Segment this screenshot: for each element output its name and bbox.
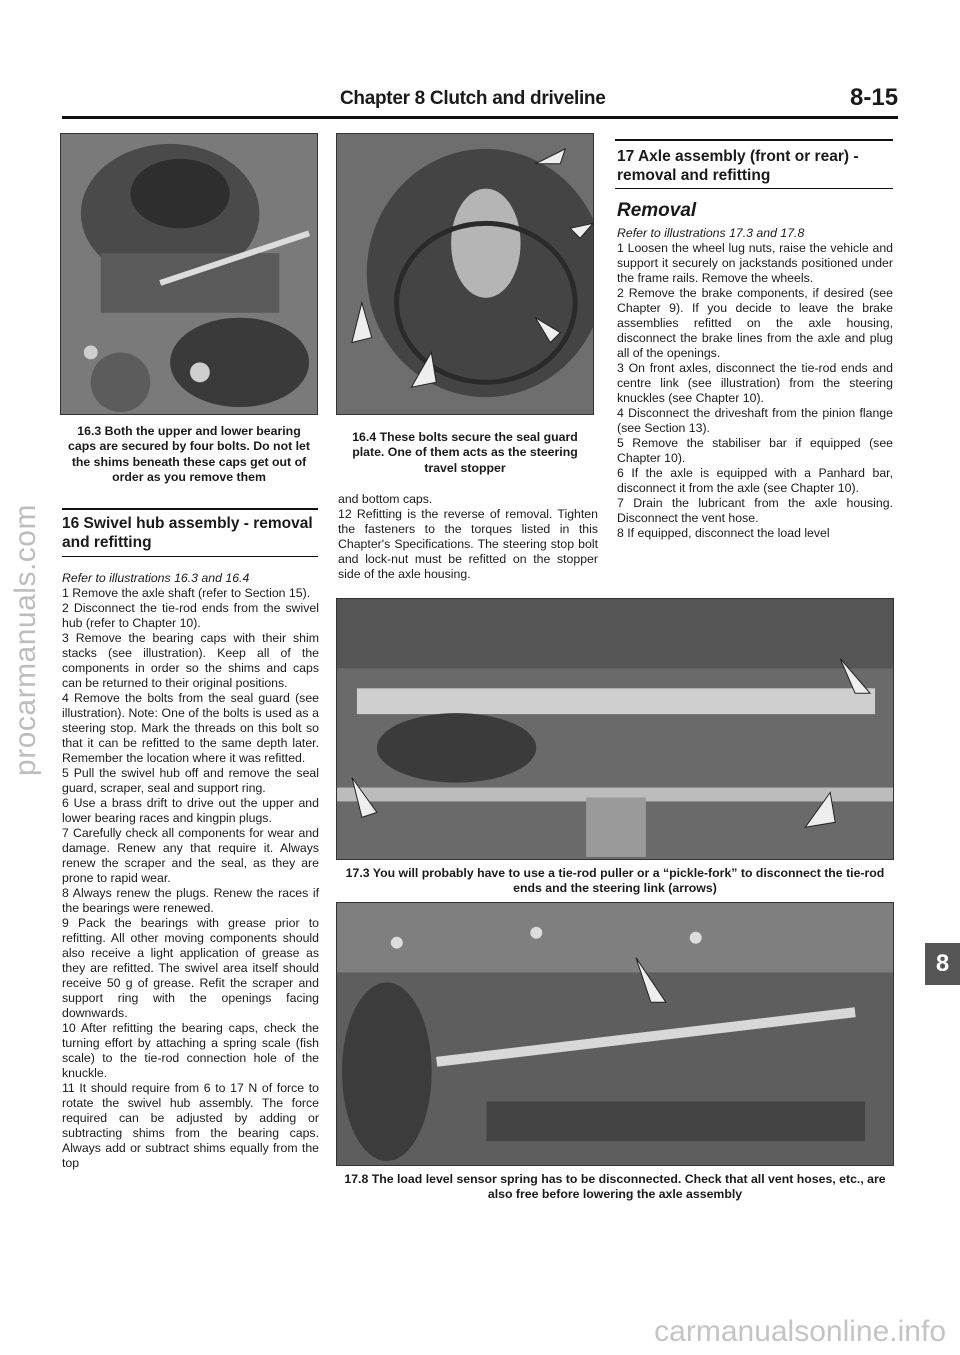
section16-step: 11 It should require from 6 to 17 N of force to rotate the swivel hub assembly. The force required can be adjusted by adding or subtracting shims from the bearing caps. Always add or subtract shims equally from the top: [62, 1081, 319, 1170]
section16-step: 3 Remove the bearing caps with their shim stacks (see illustration). Keep all of the components in order so the shims and caps can be returned to their original positions.: [62, 631, 319, 690]
section16-rule-bottom: [62, 556, 318, 557]
section16-continued-line: 12 Refitting is the reverse of removal. Tighten the fasteners to the torques listed in this Chapter's Specifications. The steering stop bolt and lock-nut must be refitted on the stopper side of the axle housing.: [338, 507, 598, 581]
section16-body: [62, 571, 319, 1171]
caption-16-3: 16.3 Both the upper and lower bearing caps are secured by four bolts. Do not let the shims beneath these caps get out of order as you remove them: [68, 424, 310, 485]
caption-17-3: 17.3 You will probably have to use a tie-rod puller or a “pickle-fork” to disconnect the tie-rod ends and the steering link (arrows): [345, 866, 885, 896]
section16-step: 8 Always renew the plugs. Renew the races if the bearings were renewed.: [62, 886, 319, 915]
section16-step: 4 Remove the bolts from the seal guard (see illustration). Note: One of the bolts is used as a steering stop. Mark the threads on this bolt so that it can be refitted to the same depth later. Remember the location where it was refitted.: [62, 691, 319, 765]
chapter-tab: 8: [925, 943, 960, 985]
side-watermark-text: procarmanuals.com: [9, 504, 42, 776]
photo-16-3: [60, 133, 318, 415]
section17-step: 5 Remove the stabiliser bar if equipped (see Chapter 10).: [617, 436, 893, 465]
section17-body: [617, 226, 893, 541]
section16-step: 10 After refitting the bearing caps, check the turning effort by attaching a spring scale (fish scale) to the tie-rod connection hole of the knuckle.: [62, 1021, 319, 1080]
header-rule: [62, 116, 898, 119]
section17-refer: Refer to illustrations 17.3 and 17.8: [617, 226, 805, 240]
chapter-title: Chapter 8 Clutch and driveline: [340, 88, 606, 109]
section17-step: 8 If equipped, disconnect the load level: [617, 526, 830, 540]
section16-refer: Refer to illustrations 16.3 and 16.4: [62, 571, 250, 585]
section16-heading: 16 Swivel hub assembly - removal and refitting: [62, 515, 313, 552]
section16-step: 7 Carefully check all components for wear and damage. Renew any that require it. Always renew the scraper and the seal, as they are prone to rapid wear.: [62, 826, 319, 885]
caption-17-8: 17.8 The load level sensor spring has to be disconnected. Check that all vent hoses, etc., are also free before lowering the axle assembly: [344, 1172, 886, 1202]
section16-step: 1 Remove the axle shaft (refer to Section 15).: [62, 586, 311, 600]
section17-rule-bottom: [615, 188, 893, 189]
caption-16-4: 16.4 These bolts secure the seal guard plate. One of them acts as the steering travel stopper: [352, 430, 578, 475]
section16-rule-top: [62, 508, 318, 510]
photo-16-4: [336, 133, 594, 415]
side-watermark: [6, 280, 46, 1000]
page-number: 8-15: [850, 84, 899, 111]
removal-subheading: Removal: [617, 200, 697, 221]
section16-continued-line: and bottom caps.: [338, 492, 433, 506]
section16-step: 5 Pull the swivel hub off and remove the seal guard, scraper, seal and support ring.: [62, 766, 319, 795]
section16-step: 2 Disconnect the tie-rod ends from the swivel hub (refer to Chapter 10).: [62, 601, 319, 630]
section17-step: 1 Loosen the wheel lug nuts, raise the vehicle and support it securely on jackstands positioned under the frame rails. Remove the wheels.: [617, 241, 893, 285]
section17-rule-top: [615, 139, 893, 141]
section17-step: 2 Remove the brake components, if desired (see Chapter 9). If you decide to leave the brake assemblies refitted on the axle housing, disconnect the brake lines from the axle and plug all of the openings.: [617, 286, 893, 360]
section17-step: 7 Drain the lubricant from the axle housing. Disconnect the vent hose.: [617, 496, 893, 525]
section16-continued: [338, 492, 598, 582]
photo-17-8: [336, 902, 894, 1166]
section17-step: 6 If the axle is equipped with a Panhard bar, disconnect it from the axle (see Chapter 10).: [617, 466, 893, 495]
photo-17-3: [336, 598, 894, 860]
section17-step: 4 Disconnect the driveshaft from the pinion flange (see Section 13).: [617, 406, 893, 435]
section17-heading: 17 Axle assembly (front or rear) - removal and refitting: [617, 148, 859, 185]
footer-watermark: carmanualsonline.info: [654, 1315, 946, 1348]
section16-step: 9 Pack the bearings with grease prior to refitting. All other moving components should also receive a light application of grease as they are refitted. The swivel area itself should receive 50 g of grease. Refit the scraper and support ring with the openings facing downwards.: [62, 916, 319, 1020]
section16-step: 6 Use a brass drift to drive out the upper and lower bearing races and kingpin plugs.: [62, 796, 319, 825]
section17-step: 3 On front axles, disconnect the tie-rod ends and centre link (see illustration) from the steering knuckles (see Chapter 10).: [617, 361, 893, 405]
